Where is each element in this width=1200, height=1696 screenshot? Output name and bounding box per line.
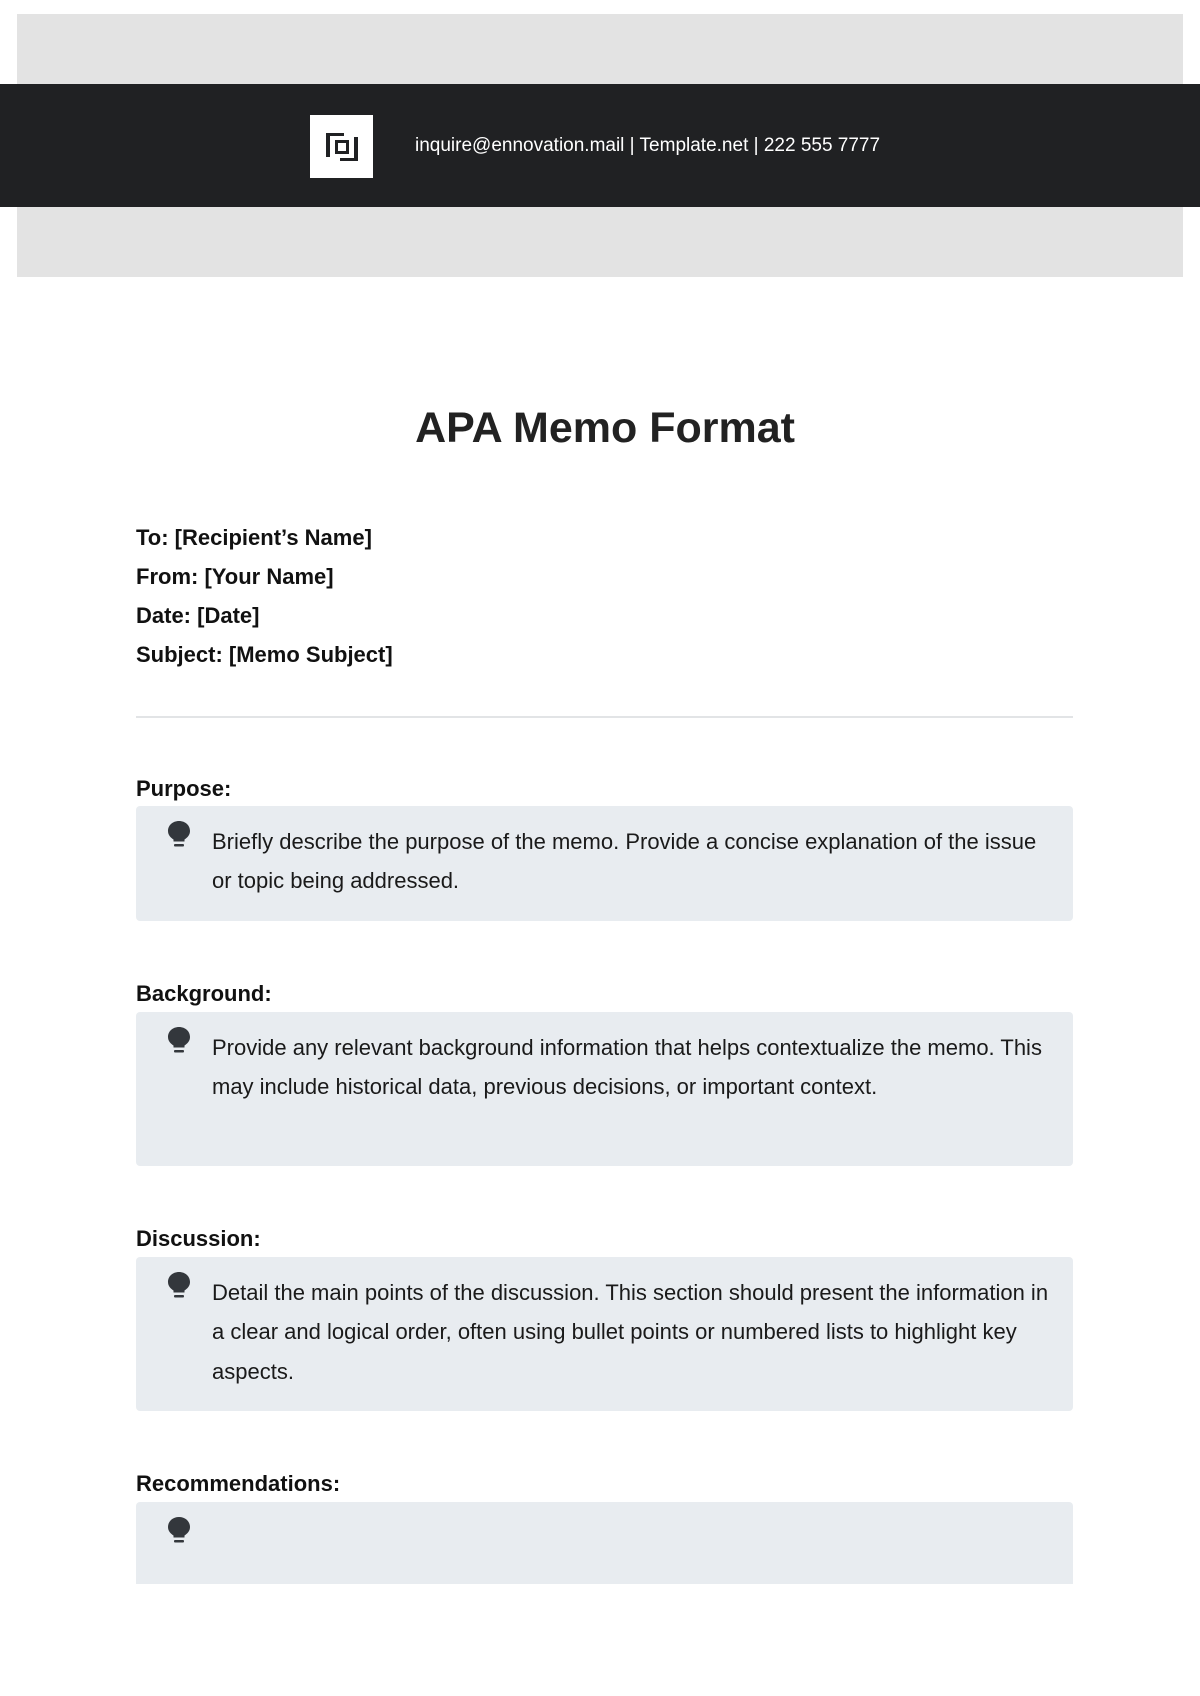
lightbulb-icon <box>166 1516 192 1546</box>
divider <box>136 716 1073 718</box>
lightbulb-icon <box>166 1271 192 1301</box>
header-contact: inquire@ennovation.mail | Template.net | 222 555 7777 <box>415 135 881 156</box>
logo-icon <box>310 115 373 178</box>
section-title-purpose: Purpose: <box>136 776 232 801</box>
meta-from: From: [Your Name] <box>136 564 334 589</box>
section-panel-discussion <box>136 1257 1073 1411</box>
section-title-background: Background: <box>136 981 272 1006</box>
section-title-discussion: Discussion: <box>136 1226 261 1251</box>
section-text-purpose: Briefly describe the purpose of the memo. Provide a concise explanation of the issue or topic being addressed. <box>212 829 1037 894</box>
section-title-recommendations: Recommendations: <box>136 1471 341 1496</box>
section-text-discussion: Detail the main points of the discussion. This section should present the information in a clear and logical order, often using bullet points or numbered lists to highlight key aspects. <box>212 1280 1049 1384</box>
memo-meta <box>136 518 393 674</box>
section-text-background: Provide any relevant background information that helps contextualize the memo. This may include historical data, previous decisions, or important context. <box>212 1035 1042 1100</box>
lightbulb-icon <box>166 1026 192 1056</box>
meta-subject: Subject: [Memo Subject] <box>136 642 393 667</box>
lightbulb-icon <box>166 820 192 850</box>
section-panel-recommendations <box>136 1502 1073 1584</box>
page-title: APA Memo Format <box>415 404 795 452</box>
section-panel-background <box>136 1012 1073 1166</box>
section-panel-purpose <box>136 806 1073 921</box>
meta-date: Date: [Date] <box>136 603 260 628</box>
meta-to: To: [Recipient’s Name] <box>136 525 372 550</box>
